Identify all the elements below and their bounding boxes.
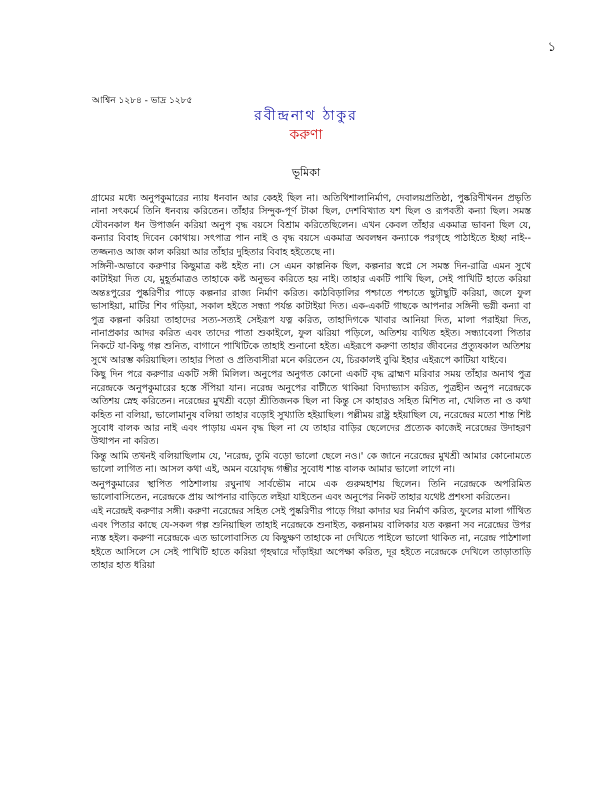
paragraph-4: কিন্তু আমি তখনই বলিয়াছিলাম যে, 'নরেন্দ্র, তুমি বড়ো ভালো ছেলে নও।' কে জানে নরেন্দ্রের মুখশ্রী আমার কোনোমতে ভালো লাগিত না। আসল কথা এই, অমন বয়োবৃদ্ধ গম্ভীর সুবোধ শান্ত বালক আমার ভালো লাগে না।: [91, 450, 531, 476]
paragraph-6: এই নরেন্দ্রই করুণার সঙ্গী। করুণা নরেন্দ্রের সহিত সেই পুষ্করিণীর পাড়ে গিয়া কাদার ঘর নির্মাণ করিত, ফুলের মালা গাঁথিত এবং পিতার কাছে যে-সকল গল্প শুনিয়াছিল তাহাই নরেন্দ্রকে শুনাইত, কল্পনাময় বালিকার যত কল্পনা সব নরেন্দ্রের উপর ন্যস্ত হইল। করুণা নরেন্দ্রকে এত ভালোবাসিত যে কিছুক্ষণ তাহাকে না দেখিতে পাইলে ভালো থাকিত না, নরেন্দ্র পাঠশালা হইতে আসিলে সে সেই পাখিটি হাতে করিয়া গৃহদ্বারে দাঁড়াইয়া অপেক্ষা করিত, দূর হইতে নরেন্দ্রকে দেখিলে তাড়াতাড়ি তাহার হাত ধরিয়া: [91, 506, 531, 571]
paragraph-1: গ্রামের মধ্যে অনুপকুমারের ন্যায় ধনবান আর কেহই ছিল না। অতিথিশালানির্মাণ, দেবালয়প্রতিষ্ঠা, পুষ্করিণীখনন প্রভৃতি নানা সৎকর্মে তিনি ধনব্যয় করিতেন। তাঁহার সিন্দুক-পূর্ণ টাকা ছিল, দেশবিখ্যাত যশ ছিল ও রূপবতী কন্যা ছিল। সমস্ত যৌবনকাল ধন উপার্জন করিয়া অনুপ বৃদ্ধ বয়সে বিশ্রাম করিতেছিলেন। এখন কেবল তাঁহার একমাত্র ভাবনা ছিল যে, কন্যার বিবাহ দিবেন কোথায়। সৎপাত্র পান নাই ও বৃদ্ধ বয়সে একমাত্র অবলম্বন কন্যাকে পরগৃহে পাঠাইতে ইচ্ছা নাই-- তজ্জন্যও আজ কাল করিয়া আর তাঁহার দুহিতার বিবাহ হইতেছে না।: [91, 193, 531, 258]
paragraph-3: কিছু দিন পরে করুণার একটি সঙ্গী মিলিল। অনুপের অনুগত কোনো একটি বৃদ্ধ ব্রাহ্মণ মরিবার সময় তাঁহার অনাথ পুত্র নরেন্দ্রকে অনুপকুমারের হস্তে সঁপিয়া যান। নরেন্দ্র অনুপের বাটীতে থাকিয়া বিদ্যাভ্যাস করিত, পুত্রহীন অনুপ নরেন্দ্রকে অতিশয় স্নেহ করিতেন। নরেন্দ্রের মুখশ্রী বড়ো শ্রীতিজনক ছিল না কিন্তু সে কাহারও সহিত মিশিত না, খেলিত না ও কথা কহিত না বলিয়া, ভালোমানুষ বলিয়া তাহার বড়োই সুখ্যাতি হইয়াছিল। পল্লীময় রাষ্ট্র হইয়াছিল যে, নরেন্দ্রের মতো শান্ত শিষ্ট সুবোধ বালক আর নাই এবং পাড়ায় এমন বৃদ্ধ ছিল না যে তাহার বাড়ির ছেলেদের প্রত্যেক কাজেই নরেন্দ্রের উদাহরণ উত্থাপন না করিত।: [91, 369, 531, 448]
story-title: করুণা: [289, 127, 323, 143]
paragraph-5: অনুপকুমারের স্থাপিত পাঠশালায় রঘুনাথ সার্বভৌম নামে এক গুরুমহাশয় ছিলেন। তিনি নরেন্দ্রকে অপরিমিত ভালোবাসিতেন, নরেন্দ্রকে প্রায় আপনার বাড়িতে লইয়া যাইতেন এবং অনুপের নিকট তাহার যথেষ্ট প্রশংসা করিতেন।: [91, 478, 531, 503]
body-text: [91, 192, 531, 573]
author-name: রবীন্দ্রনাথ ঠাকুর: [254, 108, 358, 124]
page-number: ১: [547, 40, 556, 55]
paragraph-2: সঙ্গিনী-অভাবে করুণার কিছুমাত্র কষ্ট হইত না। সে এমন কাল্পনিক ছিল, কল্পনার স্বপ্নে সে সমস্ত দিন-রাত্রি এমন সুখে কাটাইয়া দিত যে, মুহূর্তমাত্রও তাহাকে কষ্ট অনুভব করিতে হয় নাই। তাহার একটি পাখি ছিল, সেই পাখিটি হাতে করিয়া অন্তঃপুরের পুষ্করিণীর পাড়ে কল্পনার রাজ্য নির্মাণ করিত। কাঠবিড়ালির পশ্চাতে পশ্চাতে ছুটাছুটি করিয়া, জলে ফুল ভাসাইয়া, মাটির শিব গড়িয়া, সকাল হইতে সন্ধ্যা পর্যন্ত কাটাইয়া দিত। এক-একটি গাছকে আপনার সঙ্গিনী ভগ্নী কন্যা বা পুত্র কল্পনা করিয়া তাহাদের সত্য-সত্যই সেইরূপ যত্ন করিত, তাহাদিগকে খাবার আনিয়া দিত, মালা পরাইয়া দিত, নানাপ্রকার আদর করিত এবং তাদের পাতা শুকাইলে, ফুল ঝরিয়া পড়িলে, অতিশয় ব্যথিত হইত। সন্ধ্যাবেলা পিতার নিকটে যা-কিছু গল্প শুনিত, বাগানে পাখিটিকে তাহাই শুনানো হইত। এইরূপে করুণা তাহার জীবনের প্রত্যুষকাল অতিশয় সুখে আরম্ভ করিয়াছিল। তাহার পিতা ও প্রতিবাসীরা মনে করিতেন যে, চিরকালই বুঝি ইহার এইরূপে কাটিয়া যাইবে।: [91, 261, 531, 366]
section-heading: ভূমিকা: [291, 166, 321, 179]
date-line: আশ্বিন ১২৮৪ - ভাদ্র ১২৮৫: [92, 96, 193, 106]
